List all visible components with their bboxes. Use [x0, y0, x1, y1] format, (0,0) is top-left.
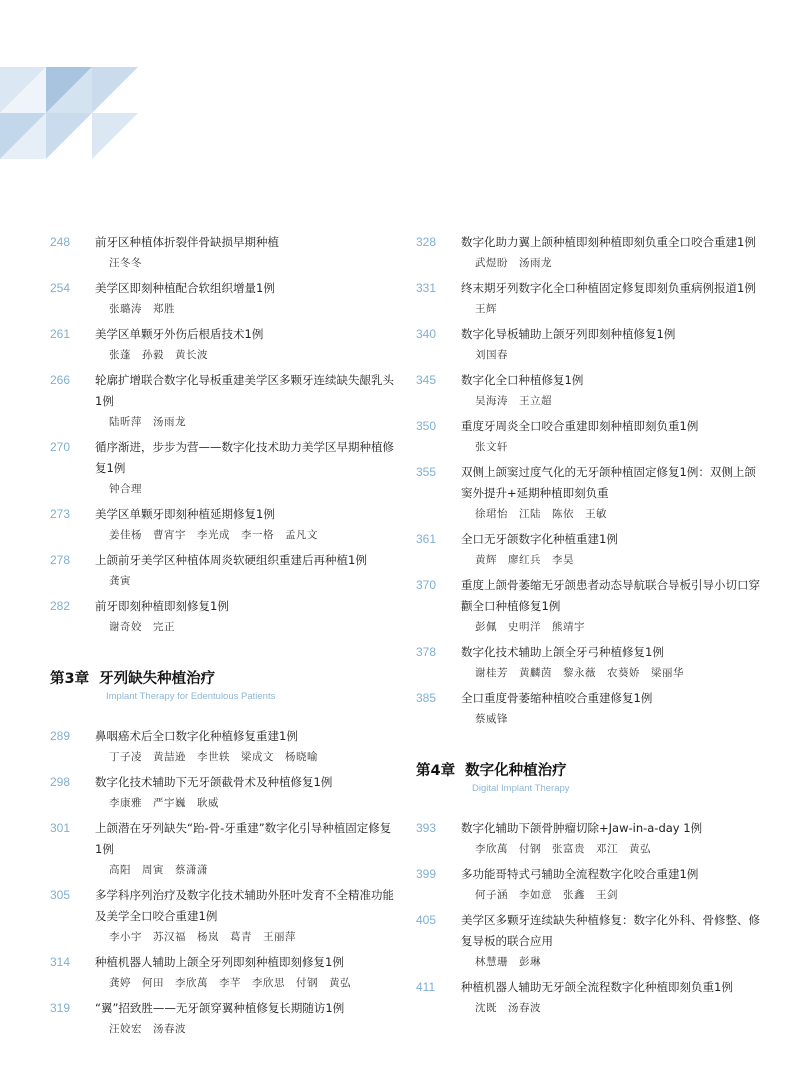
chapter-title: 数字化种植治疗	[465, 763, 567, 779]
page-number: 248	[50, 235, 71, 249]
toc-list	[50, 726, 395, 1040]
entry-title: 轮廓扩增联合数字化导板重建美学区多颗牙连续缺失龈乳头1例	[95, 373, 394, 408]
entry-authors: 徐珺怡 江陆 陈依 王敏	[475, 508, 607, 520]
entry-title: 循序渐进，步步为营——数字化技术助力美学区早期种植修复1例	[95, 440, 394, 475]
chapter-heading	[50, 668, 395, 704]
toc-entry[interactable]	[50, 772, 395, 814]
entry-authors: 王辉	[475, 303, 497, 315]
entry-authors: 陆昕萍 汤雨龙	[109, 416, 186, 428]
page-number: 361	[416, 532, 437, 546]
entry-authors: 吴海涛 王立超	[475, 395, 552, 407]
entry-authors: 谢奇姣 完正	[109, 621, 175, 633]
entry-title: 鼻咽癌术后全口数字化种植修复重建1例	[95, 729, 298, 743]
entry-title: 终末期牙列数字化全口种植固定修复即刻负重病例报道1例	[461, 281, 756, 295]
toc-entry[interactable]	[50, 596, 395, 638]
page-number: 378	[416, 645, 437, 659]
page-number: 278	[50, 553, 71, 567]
entry-title: 美学区多颗牙连续缺失种植修复：数字化外科、骨修整、修复导板的联合应用	[461, 913, 760, 948]
page-number: 270	[50, 440, 71, 454]
page-number: 319	[50, 1001, 71, 1015]
toc-entry[interactable]	[50, 998, 395, 1040]
entry-authors: 高阳 周寅 蔡潇潇	[109, 864, 208, 876]
page-number: 301	[50, 821, 71, 835]
toc-entry[interactable]	[50, 726, 395, 768]
page-number: 340	[416, 327, 437, 341]
chapter-title: 牙列缺失种植治疗	[99, 671, 216, 687]
toc-entry[interactable]	[416, 416, 766, 458]
entry-title: 数字化全口种植修复1例	[461, 373, 584, 387]
entry-authors: 张璐涛 郑胜	[109, 303, 175, 315]
toc-entry[interactable]	[416, 370, 766, 412]
entry-authors: 李康雅 严宇巍 耿威	[109, 797, 219, 809]
page-number: 345	[416, 373, 437, 387]
entry-title: 多功能哥特式弓辅助全流程数字化咬合重建1例	[461, 867, 699, 881]
toc-list	[416, 818, 766, 1019]
toc-entry[interactable]	[50, 952, 395, 994]
toc-entry[interactable]	[50, 370, 395, 433]
entry-title: 数字化技术辅助上颌全牙弓种植修复1例	[461, 645, 664, 659]
entry-title: 种植机器人辅助无牙颌全流程数字化种植即刻负重1例	[461, 980, 733, 994]
toc-entry[interactable]	[416, 575, 766, 638]
entry-title: 数字化辅助下颌骨肿瘤切除+Jaw-in-a-day 1例	[461, 821, 703, 835]
toc-entry[interactable]	[50, 818, 395, 881]
toc-entry[interactable]	[416, 324, 766, 366]
page-number: 350	[416, 419, 437, 433]
toc-entry[interactable]	[50, 885, 395, 948]
entry-authors: 何子涵 李如意 张鑫 王剑	[475, 889, 618, 901]
toc-entry[interactable]	[416, 278, 766, 320]
toc-entry[interactable]	[416, 232, 766, 274]
page-number: 393	[416, 821, 437, 835]
page-number: 355	[416, 465, 437, 479]
chapter-heading	[416, 760, 766, 796]
entry-title: 数字化助力翼上颌种植即刻种植即刻负重全口咬合重建1例	[461, 235, 756, 249]
toc-entry[interactable]	[416, 818, 766, 860]
toc-column-left	[50, 232, 395, 1044]
page-number: 399	[416, 867, 437, 881]
page-number: 405	[416, 913, 437, 927]
entry-authors: 蔡威锋	[475, 713, 508, 725]
toc-column-right	[416, 232, 766, 1023]
entry-authors: 谢桂芳 黄麟茵 黎永薇 农葵娇 梁丽华	[475, 667, 684, 679]
page-number: 282	[50, 599, 71, 613]
entry-authors: 龚婷 何田 李欣萬 李芊 李欣思 付钢 黄弘	[109, 977, 351, 989]
page-number: 331	[416, 281, 437, 295]
entry-authors: 汪冬冬	[109, 257, 142, 269]
chapter-english-title: Implant Therapy for Edentulous Patients	[106, 691, 276, 702]
toc-entry[interactable]	[50, 437, 395, 500]
page-number: 328	[416, 235, 437, 249]
entry-title: 上颌前牙美学区种植体周炎软硬组织重建后再种植1例	[95, 553, 367, 567]
entry-authors: 张文轩	[475, 441, 508, 453]
page-number: 298	[50, 775, 71, 789]
page-number: 411	[416, 980, 436, 994]
toc-entry[interactable]	[416, 462, 766, 525]
entry-title: 美学区单颗牙外伤后根盾技术1例	[95, 327, 264, 341]
page-number: 370	[416, 578, 437, 592]
toc-entry[interactable]	[50, 504, 395, 546]
entry-title: 重度上颌骨萎缩无牙颌患者动态导航联合导板引导小切口穿颧全口种植修复1例	[461, 578, 760, 613]
page-number: 266	[50, 373, 71, 387]
chapter-english-title: Digital Implant Therapy	[472, 783, 570, 794]
entry-title: 上颌潜在牙列缺失“跆-骨-牙重建”数字化引导种植固定修复1例	[95, 821, 392, 856]
toc-entry[interactable]	[50, 232, 395, 274]
chapter-number: 第3章	[50, 671, 90, 687]
toc-entry[interactable]	[416, 688, 766, 730]
entry-title: 前牙即刻种植即刻修复1例	[95, 599, 229, 613]
entry-authors: 李小宇 苏汉福 杨岚 葛青 王丽萍	[109, 931, 296, 943]
entry-authors: 刘国春	[475, 349, 508, 361]
entry-title: 重度牙周炎全口咬合重建即刻种植即刻负重1例	[461, 419, 699, 433]
entry-title: “翼”招致胜——无牙颌穿翼种植修复长期随访1例	[95, 1001, 345, 1015]
entry-title: 美学区单颗牙即刻种植延期修复1例	[95, 507, 275, 521]
toc-entry[interactable]	[50, 278, 395, 320]
entry-title: 全口无牙颌数字化种植重建1例	[461, 532, 618, 546]
entry-authors: 钟合理	[109, 483, 142, 495]
toc-entry[interactable]	[416, 977, 766, 1019]
toc-list	[50, 232, 395, 638]
page-number: 385	[416, 691, 437, 705]
entry-authors: 彭佩 史明洋 熊靖宇	[475, 621, 585, 633]
entry-title: 数字化技术辅助下无牙颌截骨术及种植修复1例	[95, 775, 333, 789]
entry-authors: 姜佳杨 曹宵宇 李光成 李一格 孟凡文	[109, 529, 318, 541]
entry-authors: 李欣萬 付钢 张富贵 邓江 黄弘	[475, 843, 651, 855]
entry-authors: 汪姣宏 汤春波	[109, 1023, 186, 1035]
toc-entry[interactable]	[416, 642, 766, 684]
toc-entry[interactable]	[50, 550, 395, 592]
entry-title: 数字化导板辅助上颌牙列即刻种植修复1例	[461, 327, 676, 341]
toc-entry[interactable]	[416, 910, 766, 973]
chapter-number: 第4章	[416, 763, 456, 779]
entry-authors: 林慧珊 彭琳	[475, 956, 541, 968]
entry-title: 双侧上颌窦过度气化的无牙颌种植固定修复1例：双侧上颌窦外提升+延期种植即刻负重	[461, 465, 756, 500]
page-number: 289	[50, 729, 71, 743]
entry-authors: 丁子凌 黄喆逊 李世轶 梁成文 杨晓喻	[109, 751, 318, 763]
entry-authors: 黄辉 廖红兵 李昊	[475, 554, 574, 566]
page-number: 273	[50, 507, 71, 521]
page-number: 254	[50, 281, 71, 295]
entry-authors: 龚寅	[109, 575, 131, 587]
entry-title: 美学区即刻种植配合软组织增量1例	[95, 281, 275, 295]
toc-list	[416, 232, 766, 730]
entry-title: 前牙区种植体折裂伴骨缺损早期种植	[95, 235, 279, 249]
entry-authors: 张蓬 孙毅 黄长波	[109, 349, 208, 361]
page-number: 314	[50, 955, 71, 969]
entry-authors: 武煜盼 汤雨龙	[475, 257, 552, 269]
entry-authors: 沈既 汤春波	[475, 1002, 541, 1014]
page-number: 305	[50, 888, 71, 902]
corner-triangle-decoration	[0, 0, 160, 170]
toc-entry[interactable]	[416, 864, 766, 906]
entry-title: 种植机器人辅助上颌全牙列即刻种植即刻修复1例	[95, 955, 344, 969]
entry-title: 多学科序列治疗及数字化技术辅助外胚叶发育不全精准功能及美学全口咬合重建1例	[95, 888, 394, 923]
entry-title: 全口重度骨萎缩种植咬合重建修复1例	[461, 691, 653, 705]
toc-entry[interactable]	[50, 324, 395, 366]
toc-entry[interactable]	[416, 529, 766, 571]
page-number: 261	[50, 327, 71, 341]
